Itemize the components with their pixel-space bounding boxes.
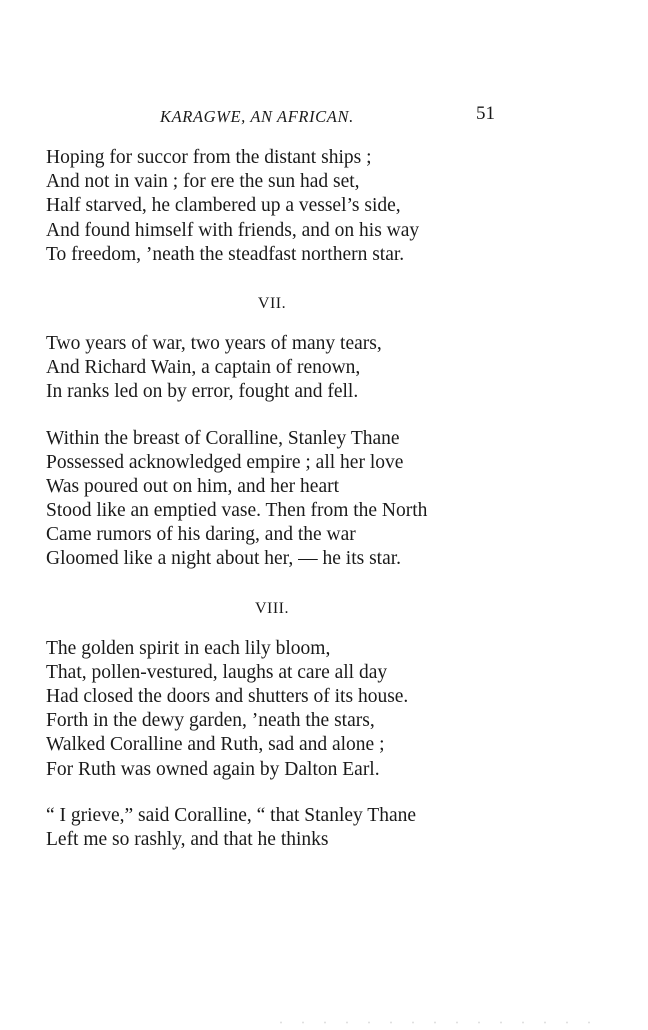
verse-line: Two years of war, two years of many tears, [46, 332, 382, 354]
verse-line: Came rumors of his daring, and the war [46, 524, 356, 546]
stanza [46, 804, 606, 852]
verse-line: For Ruth was owned again by Dalton Earl. [46, 758, 380, 780]
stanza [46, 146, 606, 267]
verse-line: That, pollen-vestured, laughs at care all day [46, 661, 388, 683]
verse-line: Gloomed like a night about her, — he its star. [46, 548, 402, 570]
page-number: 51 [476, 103, 495, 124]
verse-line: Hoping for succor from the distant ships ; [46, 147, 372, 168]
stanza [46, 637, 606, 782]
verse-line: Within the breast of Coralline, Stanley Thane [46, 427, 400, 449]
running-head [0, 103, 648, 131]
stanza [46, 427, 606, 572]
verse-line: Walked Coralline and Ruth, sad and alone ; [46, 734, 385, 756]
verse-line: Half starved, he clambered up a vessel’s side, [46, 195, 401, 217]
verse-line: Had closed the doors and shutters of its house. [46, 686, 409, 707]
poem-body [46, 146, 606, 852]
verse-line: Left me so rashly, and that he thinks [46, 828, 329, 850]
verse-line: And not in vain ; for ere the sun had set, [46, 171, 360, 193]
verse-line: Was poured out on him, and her heart [46, 475, 340, 497]
section-heading: VIII. [254, 599, 290, 617]
verse-line: Forth in the dewy garden, ’neath the stars, [46, 710, 375, 732]
verse-line: Stood like an emptied vase. Then from the North [46, 500, 428, 522]
verse-line: “ I grieve,” said Coralline, “ that Stanley Thane [46, 804, 417, 826]
section-heading: VII. [257, 294, 287, 312]
verse-line: And found himself with friends, and on his way [46, 219, 420, 241]
verse-line: Possessed acknowledged empire ; all her love [46, 451, 404, 473]
verse-line: In ranks led on by error, fought and fell. [46, 381, 359, 403]
verse-line: And Richard Wain, a captain of renown, [46, 357, 361, 379]
verse-line: To freedom, ’neath the steadfast northern star. [46, 243, 405, 265]
stanza [46, 332, 606, 405]
paper-specks [270, 1021, 600, 1024]
running-title: KARAGWE, AN AFRICAN. [160, 107, 354, 126]
verse-line: The golden spirit in each lily bloom, [46, 637, 331, 659]
